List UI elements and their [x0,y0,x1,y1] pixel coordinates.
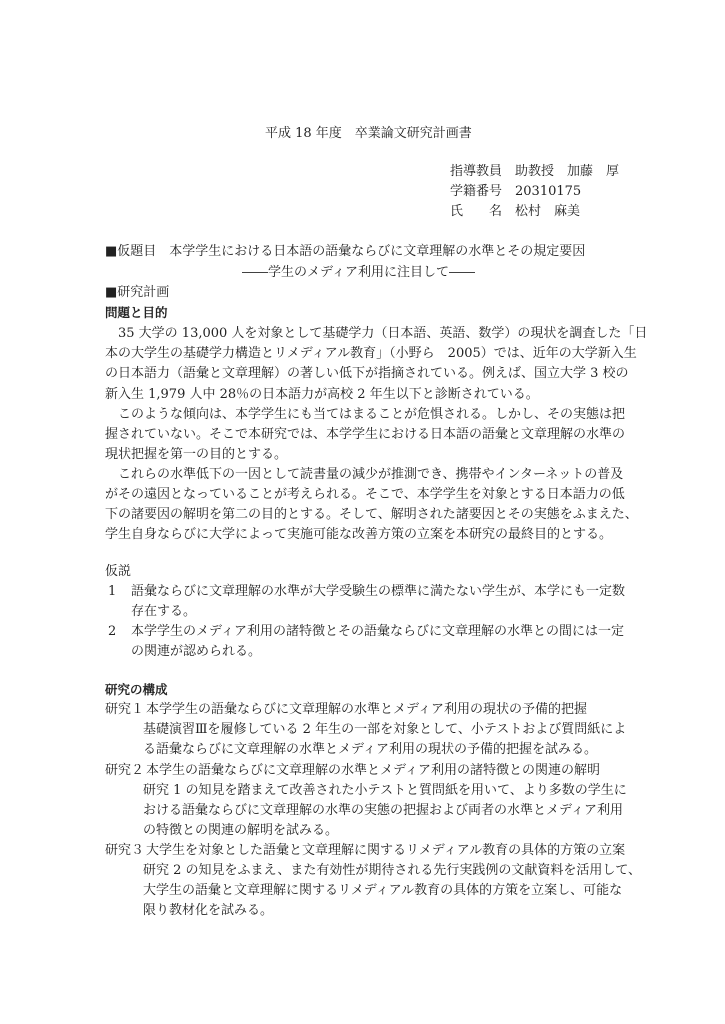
study-line: 限り教材化を試みる。 [143,903,274,918]
study-label: 研究１ [105,702,145,717]
hypothesis-number: 1 [108,584,117,599]
hypothesis-text: の関連が認められる。 [131,644,262,659]
paragraph-line: 新入生 1,979 人中 28％の日本語力が高校 2 年生以下と診断されている。 [105,387,539,402]
study-line: 研究 1 の知見を踏まえて改善された小テストと質問紙を用いて、より多数の学生に [143,783,627,798]
study-line: おける語彙ならびに文章理解の水準の実態の把握および両者の水準とメディア利用 [143,803,623,818]
student-number-line: 学籍番号 20310175 [450,184,582,199]
paragraph-line: このような傾向は、本学学生にも当てはまることが危惧される。しかし、その実態は把 [118,407,626,422]
study-label: 研究３ [105,843,145,858]
study-line: 大学生の語彙と文章理解に関するリメディアル教育の具体的方策を立案し、可能な [143,883,623,898]
document-title: 平成 18 年度 卒業論文研究計画書 [265,126,472,141]
student-name-line: 氏 名 松村 麻美 [450,204,581,219]
paragraph-line: 握されていない。そこで本研究では、本学学生における日本語の語彙と文章理解の水準の [105,427,626,442]
study-title: 本学学生の語彙ならびに文章理解の水準とメディア利用の現状の予備的把握 [146,702,587,717]
hypothesis-text: 本学学生のメディア利用の諸特徴とその語彙ならびに文章理解の水準との間には一定 [131,624,624,639]
study-title: 大学生を対象とした語彙と文章理解に関するリメディアル教育の具体的方策の立案 [146,843,626,858]
paragraph-line: 下の諸要因の解明を第二の目的とする。そして、解明された諸要因とその実態をふまえた、 [105,507,638,522]
research-plan-heading: ■研究計画 [105,285,170,300]
paragraph-line: がその遠因となっていることが考えられる。そこで、本学学生を対象とする日本語力の低 [105,487,625,502]
paragraph-line: 本の大学生の基礎学力構造とリメディアル教育」（小野ら 2005）では、近年の大学新入生 [105,346,637,361]
study-line: 研究 2 の知見をふまえ、また有効性が期待される先行実践例の文献資料を活用して、 [143,863,642,878]
paragraph-line: 学生自身ならびに大学によって実施可能な改善方策の立案を本研究の最終目的とする。 [105,527,613,542]
paragraph-line: 35 大学の 13,000 人を対象として基礎学力（日本語、英語、数学）の現状を調査した「日 [118,326,648,341]
study-line: る語彙ならびに文章理解の水準とメディア利用の現状の予備的把握を試みる。 [143,742,597,757]
study-line: の特徴との関連の解明を試みる。 [143,823,339,838]
study-line: 基礎演習Ⅲを履修している 2 年生の一部を対象として、小テストおよび質問紙によ [143,722,627,737]
study-label: 研究２ [105,763,145,778]
hypothesis-text: 語彙ならびに文章理解の水準が大学受験生の標準に満たない学生が、本学にも一定数 [131,584,626,599]
hypothesis-heading: 仮説 [105,564,132,579]
study-title: 本学生の語彙ならびに文章理解の水準とメディア利用の諸特徴との関連の解明 [146,763,600,778]
advisor-line: 指導教員 助教授 加藤 厚 [450,164,620,179]
tentative-title: ■仮題目 本学学生における日本語の語彙ならびに文章理解の水準とその規定要因 [105,244,586,259]
paragraph-line: これらの水準低下の一因として読書量の減少が推測でき、携帯やインターネットの普及 [118,467,624,482]
hypothesis-number: 2 [108,624,117,639]
structure-heading: 研究の構成 [105,682,168,697]
hypothesis-text: 存在する。 [131,604,197,619]
purpose-heading: 問題と目的 [105,305,168,320]
paragraph-line: の日本語力（語彙と文章理解）の著しい低下が指摘されている。例えば、国立大学 3 校の [105,366,629,381]
tentative-subtitle: ――学生のメディア利用に注目して―― [242,265,475,280]
paragraph-line: 現状把握を第一の目的とする。 [105,447,288,462]
